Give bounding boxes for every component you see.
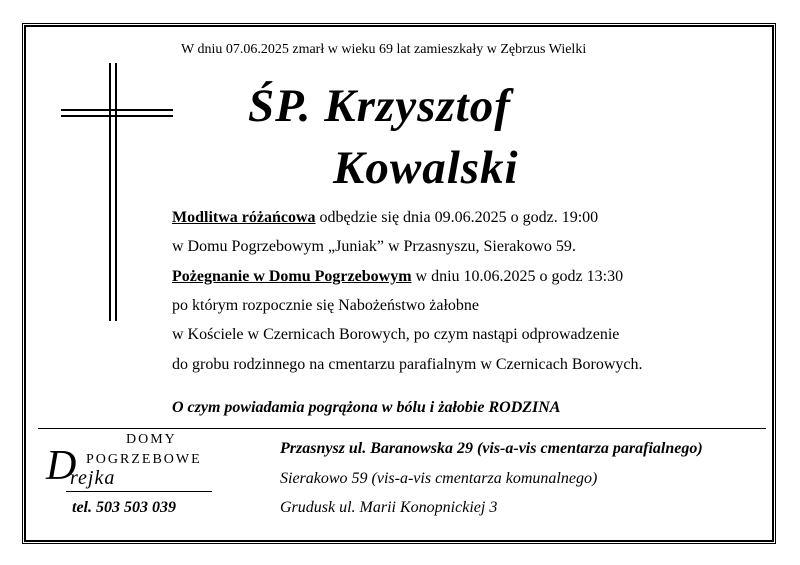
- footer-divider: [38, 428, 766, 429]
- deceased-title: ŚP. Krzysztof: [248, 80, 511, 132]
- mass-line: po którym rozpocznie się Nabożeństwo żałobne: [172, 297, 480, 314]
- intro-text: W dniu 07.06.2025 zmarł w wieku 69 lat zamieszkały w Zębrzus Wielki: [181, 42, 587, 57]
- farewell-line: [172, 268, 623, 286]
- rosary-label: Modlitwa różańcowa: [172, 209, 316, 226]
- logo-initial: D: [46, 443, 77, 489]
- rosary-text: odbędzie się dnia 09.06.2025 o godz. 19:00: [315, 209, 599, 226]
- rosary-place: w Domu Pogrzebowym „Juniak” w Przasnyszu, Sierakowo 59.: [172, 238, 576, 255]
- family-closing: O czym powiadamia pogrążona w bólu i żałobie RODZINA: [172, 399, 561, 416]
- address-przasnysz: Przasnysz ul. Baranowska 29 (vis-a-vis cmentarza parafialnego): [280, 440, 703, 457]
- logo-line1: DOMY: [126, 432, 177, 447]
- phone-number: tel. 503 503 039: [72, 499, 176, 516]
- address-grudusk: Grudusk ul. Marii Konopnickiej 3: [280, 499, 498, 516]
- logo-name: rejka: [70, 467, 116, 489]
- address-sierakowo: Sierakowo 59 (vis-a-vis cmentarza komunalnego): [280, 470, 598, 487]
- farewell-text: w dniu 10.06.2025 o godz 13:30: [411, 268, 624, 285]
- deceased-surname: Kowalski: [333, 142, 519, 194]
- logo-line2: POGRZEBOWE: [86, 452, 202, 467]
- church-line: w Kościele w Czernicach Borowych, po czym nastąpi odprowadzenie: [172, 326, 620, 343]
- rosary-line: [172, 209, 598, 227]
- burial-line: do grobu rodzinnego na cmentarzu parafialnym w Czernicach Borowych.: [172, 356, 643, 373]
- farewell-label: Pożegnanie w Domu Pogrzebowym: [172, 268, 412, 285]
- logo-underline: [66, 491, 212, 492]
